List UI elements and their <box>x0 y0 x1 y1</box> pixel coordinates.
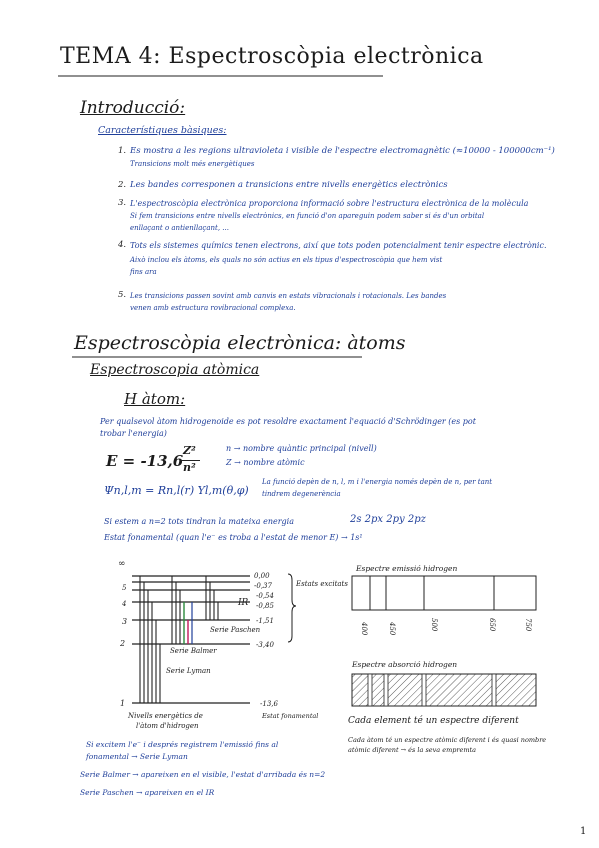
lyman-label: Serie Lyman <box>166 667 211 675</box>
section2-subheading: Espectroscopia atòmica <box>90 362 260 378</box>
psi-note1: La funció depèn de n, l, m i l'energia només depèn de n, per tant <box>262 478 493 486</box>
item-3-num: 3. <box>118 198 127 208</box>
formula-num: Z² <box>183 444 196 457</box>
energy-2: -3,40 <box>256 641 274 649</box>
item-2-num: 2. <box>118 180 127 190</box>
absorption-title: Espectre absorció hidrogen <box>352 660 458 669</box>
paschen-label: Serie Paschen <box>210 626 261 634</box>
n2-text: Si estem a n=2 tots tindran la mateixa energia <box>104 517 294 526</box>
absorption-line-434 <box>384 674 388 706</box>
item-3-line3: enllaçant o antienllaçant, ... <box>130 224 229 232</box>
absorption-line-486 <box>422 674 426 706</box>
level-label-5: 5 <box>122 584 127 592</box>
balmer-note: Serie Balmer → apareixen en el visible, l'estat d'arribada és n=2 <box>80 770 326 779</box>
emission-tick-750: 750 <box>524 618 532 632</box>
item-1-line2: Transicions molt més energètiques <box>130 160 255 168</box>
orbitals: 2s 2px 2py 2pz <box>350 514 426 525</box>
each-element-note: Cada element té un espectre diferent <box>348 716 519 726</box>
diagram-caption-line2: l'àtom d'hidrogen <box>136 722 199 730</box>
each-atom-line1: Cada àtom té un espectre atòmic diferent i és quasi nombre <box>348 736 547 744</box>
balmer-arrows <box>172 576 180 644</box>
psi-note2: tindrem degenerència <box>262 490 341 498</box>
excite-line2: fonamental → Serie Lyman <box>86 752 188 761</box>
energy-5: -0,54 <box>256 592 274 600</box>
absorption-line-656 <box>492 674 496 706</box>
intro-subheading: Característiques bàsiques: <box>98 125 227 136</box>
formula-lhs: E = -13,6 <box>106 452 184 470</box>
energy-extra: -0,37 <box>254 582 272 590</box>
item-3-line1: L'espectroscòpia electrònica proporciona informació sobre l'estructura electrònica de la molècula <box>130 199 529 208</box>
z-definition: Z → nombre atòmic <box>226 458 305 467</box>
item-5-num: 5. <box>118 290 127 300</box>
item-5-line2: venen amb estructura rovibracional complexa. <box>130 304 296 312</box>
item-4-line3: fins ara <box>130 268 157 276</box>
p1-line1: Per qualsevol àtom hidrogenoide es pot resoldre exactament l'equació d'Schrödinger (es pot <box>100 417 476 426</box>
absorption-spectrum <box>350 672 540 708</box>
emission-tick-500: 500 <box>430 618 438 632</box>
diagram-caption-line1: Nivells energètics de <box>128 712 203 720</box>
ground-state-text: Estat fonamental (quan l'e⁻ es troba a l'estat de menor E) → 1s¹ <box>104 533 363 542</box>
item-5-line1: Les transicions passen sovint amb canvis en estats vibracionals i rotacionals. Les bandes <box>130 292 447 300</box>
psi-formula: Ψn,l,m = Rn,l(r) Yl,m(θ,φ) <box>104 484 249 497</box>
item-1-line1: Es mostra a les regions ultravioleta i visible de l'espectre electromagnètic (≈10000 - 100000cm⁻¹) <box>130 146 555 156</box>
emission-spectrum <box>350 574 540 644</box>
item-4-line1: Tots els sistemes químics tenen electrons, així que tots poden potencialment tenir espectre electrònic. <box>130 241 547 250</box>
item-4-num: 4. <box>118 240 127 250</box>
energy-1: -13,6 <box>260 700 278 708</box>
formula-den: n² <box>183 461 196 474</box>
each-atom-line2: atòmic diferent → és la seva empremta <box>348 746 477 754</box>
p1-line2: trobar l'energia) <box>100 429 167 438</box>
title-underline <box>58 74 388 78</box>
section2-heading: Espectroscòpia electrònica: àtoms <box>74 332 406 354</box>
energy-3: -1,51 <box>256 617 274 625</box>
ir-label: IR <box>238 598 249 608</box>
ground-label: Estat fonamental <box>262 712 319 720</box>
emission-tick-450: 450 <box>388 622 396 636</box>
level-label-1: 1 <box>120 699 126 708</box>
emission-tick-400: 400 <box>360 622 368 636</box>
page-title: TEMA 4: Espectroscòpia electrònica <box>60 44 484 69</box>
emission-title: Espectre emissió hidrogen <box>356 564 458 573</box>
level-label-inf: ∞ <box>118 559 126 569</box>
item-1-num: 1. <box>118 146 127 156</box>
lyman-arrows <box>140 576 160 703</box>
item-3-line2: Si fem transicions entre nivells electrònics, en funció d'on apareguin podem saber si és d'un orbital <box>130 212 485 220</box>
excited-brace <box>288 574 296 642</box>
level-label-2: 2 <box>120 639 126 648</box>
section2-underline <box>72 355 372 359</box>
level-label-3: 3 <box>122 617 128 626</box>
emission-tick-650: 650 <box>488 618 496 632</box>
paschen-note: Serie Paschen → apareixen en el IR <box>80 788 215 797</box>
excited-label: Estats excitats <box>296 580 348 588</box>
energy-4: -0,85 <box>256 602 274 610</box>
balmer-label: Serie Balmer <box>170 647 217 655</box>
intro-heading: Introducció: <box>80 98 186 118</box>
level-label-4: 4 <box>122 600 127 608</box>
absorption-line-410 <box>368 674 372 706</box>
item-2-line1: Les bandes corresponen a transicions entre nivells energètics electrònics <box>130 180 448 190</box>
excite-line1: Si excitem l'e⁻ i després registrem l'emissió fins al <box>86 740 279 749</box>
page-number: 1 <box>580 826 587 837</box>
h-atom-heading: H àtom: <box>124 390 186 408</box>
n-definition: n → nombre quàntic principal (nivell) <box>226 444 377 453</box>
item-4-line2: Això inclou els àtoms, els quals no són actius en els tipus d'espectroscòpia que hem vist <box>130 256 443 264</box>
energy-0: 0,00 <box>254 572 270 580</box>
